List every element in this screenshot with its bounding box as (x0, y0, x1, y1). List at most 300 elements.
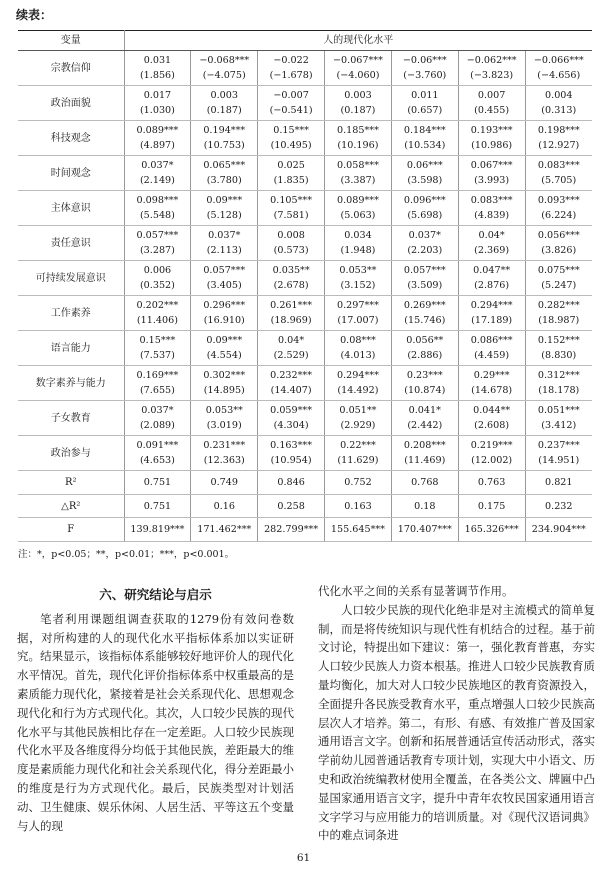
table-cell (325, 436, 392, 471)
coefficient: 0.056** (406, 335, 444, 346)
coefficient: 0.232*** (270, 370, 313, 381)
coefficient: 0.058*** (337, 160, 379, 171)
table-cell (391, 401, 458, 436)
t-value: (3.598) (407, 175, 443, 186)
coefficient: 0.296*** (203, 300, 246, 311)
table-cell (525, 121, 592, 156)
coefficient: 0.198*** (537, 125, 580, 136)
stat-value: 165.326*** (458, 518, 525, 542)
table-cell (391, 331, 458, 366)
stat-value: 170.407*** (391, 518, 458, 542)
t-value: (3.993) (474, 175, 510, 186)
coefficient: 0.057*** (403, 265, 446, 276)
table-cell (258, 331, 325, 366)
stat-value: 139.819*** (124, 518, 191, 542)
variable-name: 工作素养 (18, 296, 124, 331)
coefficient: 0.017 (143, 90, 172, 101)
t-value: (10.495) (270, 140, 312, 151)
coefficient: 0.193*** (470, 125, 513, 136)
table-cell (325, 191, 392, 226)
t-value: (4.304) (273, 420, 309, 431)
coefficient: 0.163*** (270, 440, 313, 451)
stat-value: 0.175 (458, 494, 525, 518)
table-cell (525, 331, 592, 366)
coefficient: 0.051** (339, 405, 377, 416)
coefficient: 0.011 (411, 90, 439, 101)
table-cell (458, 121, 525, 156)
table-cell (525, 401, 592, 436)
coefficient: 0.053** (339, 265, 377, 276)
t-value: (3.019) (206, 420, 242, 431)
table-cell (391, 51, 458, 86)
t-value: (10.986) (471, 140, 513, 151)
table-cell (325, 261, 392, 296)
stat-value: 234.904*** (525, 518, 592, 542)
coefficient: 0.29*** (473, 370, 510, 381)
coefficient: 0.057*** (136, 230, 179, 241)
t-value: (5.705) (541, 175, 577, 186)
t-value: (8.830) (541, 350, 577, 361)
table-cell (458, 401, 525, 436)
table-cell (191, 121, 258, 156)
coefficient: 0.185*** (337, 125, 379, 136)
stat-value: 0.846 (258, 471, 325, 495)
t-value: (17.007) (337, 315, 379, 326)
table-cell (391, 86, 458, 121)
t-value: (14.678) (471, 385, 513, 396)
table-cell (191, 261, 258, 296)
coefficient: 0.083*** (470, 195, 513, 206)
table-cell (191, 86, 258, 121)
table-cell (391, 121, 458, 156)
coefficient: 0.096*** (403, 195, 446, 206)
t-value: (0.455) (474, 105, 510, 116)
section-title: 六、研究结论与启示 (99, 587, 212, 602)
table-cell (258, 436, 325, 471)
table-header-row (18, 31, 592, 51)
table-note: 注：*，p<0.05；**，p<0.01；***，p<0.001。 (18, 549, 235, 560)
table-cell (525, 261, 592, 296)
t-value: (18.178) (538, 385, 580, 396)
table-cell (525, 436, 592, 471)
t-value: (4.653) (139, 455, 175, 466)
coefficient: 0.089*** (136, 125, 179, 136)
t-value: (4.897) (139, 140, 175, 151)
table-row (18, 86, 592, 121)
coefficient: 0.025 (277, 160, 305, 171)
coefficient: 0.051*** (537, 405, 580, 416)
coefficient: 0.237*** (537, 440, 580, 451)
table-cell (191, 51, 258, 86)
table-cell (258, 261, 325, 296)
t-value: (−1.678) (269, 70, 313, 81)
coefficient: −0.068*** (199, 55, 250, 66)
table-cell (124, 296, 191, 331)
table-row (18, 296, 592, 331)
coefficient: 0.093*** (537, 195, 580, 206)
coefficient: −0.007 (273, 90, 309, 101)
t-value: (2.886) (407, 350, 443, 361)
coefficient: 0.047** (473, 265, 511, 276)
table-row (18, 226, 592, 261)
table-cell (325, 226, 392, 261)
t-value: (10.196) (337, 140, 379, 151)
coefficient: 0.297*** (337, 300, 379, 311)
t-value: (1.948) (340, 245, 376, 256)
t-value: (0.352) (139, 280, 175, 291)
page-number: 61 (296, 852, 311, 864)
t-value: (12.002) (471, 455, 513, 466)
coefficient: 0.06*** (406, 160, 443, 171)
t-value: (12.363) (203, 455, 245, 466)
coefficient: 0.083*** (537, 160, 580, 171)
coefficient: 0.184*** (403, 125, 446, 136)
t-value: (1.030) (139, 105, 175, 116)
coefficient: 0.169*** (136, 370, 179, 381)
coefficient: 0.044** (473, 405, 511, 416)
stat-value: 0.749 (191, 471, 258, 495)
variable-name: 宗教信仰 (18, 51, 124, 86)
table-row (18, 436, 592, 471)
table-cell (391, 191, 458, 226)
t-value: (3.412) (541, 420, 577, 431)
table-cell (325, 156, 392, 191)
t-value: (14.407) (270, 385, 312, 396)
table-cell (258, 191, 325, 226)
coefficient: 0.056*** (537, 230, 580, 241)
table-cell (124, 331, 191, 366)
t-value: (−4.075) (202, 70, 246, 81)
stat-value: 0.821 (525, 471, 592, 495)
coefficient: 0.089*** (337, 195, 379, 206)
coefficient: 0.037* (408, 230, 441, 241)
variable-name: 主体意识 (18, 191, 124, 226)
coefficient: 0.041* (408, 405, 441, 416)
table-row (18, 156, 592, 191)
t-value: (3.152) (340, 280, 376, 291)
stat-value: 0.763 (458, 471, 525, 495)
table-cell (391, 261, 458, 296)
table-cell (124, 226, 191, 261)
variable-name: 政治参与 (18, 436, 124, 471)
coefficient: 0.067*** (470, 160, 513, 171)
table-cell (325, 121, 392, 156)
t-value: (7.581) (273, 210, 309, 221)
table-row (18, 121, 592, 156)
coefficient: 0.294*** (470, 300, 513, 311)
t-value: (14.492) (337, 385, 379, 396)
table-cell (525, 51, 592, 86)
table-cell (258, 366, 325, 401)
table-cell (458, 51, 525, 86)
coefficient: −0.066*** (533, 55, 584, 66)
coefficient: 0.231*** (203, 440, 246, 451)
t-value: (16.910) (203, 315, 245, 326)
t-value: (5.548) (139, 210, 175, 221)
table-cell (191, 156, 258, 191)
table-cell (325, 51, 392, 86)
stat-row (18, 494, 592, 518)
table-cell (191, 191, 258, 226)
header-dependent: 人的现代化水平 (124, 31, 592, 51)
t-value: (5.063) (340, 210, 376, 221)
coefficient: 0.091*** (136, 440, 179, 451)
t-value: (7.537) (139, 350, 175, 361)
t-value: (7.655) (139, 385, 175, 396)
coefficient: 0.086*** (470, 335, 513, 346)
coefficient: 0.037* (141, 160, 174, 171)
coefficient: 0.152*** (537, 335, 580, 346)
table-cell (124, 86, 191, 121)
t-value: (10.753) (203, 140, 245, 151)
coefficient: 0.208*** (403, 440, 446, 451)
table-cell (124, 401, 191, 436)
coefficient: 0.219*** (470, 440, 513, 451)
t-value: (0.187) (206, 105, 242, 116)
left-column (17, 582, 294, 835)
table-cell (458, 296, 525, 331)
coefficient: 0.23*** (406, 370, 443, 381)
variable-name: 科技观念 (18, 121, 124, 156)
table-cell (191, 296, 258, 331)
continued-label: 续表： (16, 8, 53, 22)
coefficient: 0.006 (143, 265, 172, 276)
table-cell (258, 156, 325, 191)
stat-name: R² (18, 471, 124, 495)
table-row (18, 331, 592, 366)
t-value: (4.554) (206, 350, 242, 361)
table-cell (391, 296, 458, 331)
coefficient: 0.09*** (206, 195, 243, 206)
variable-name: 时间观念 (18, 156, 124, 191)
coefficient: 0.007 (477, 90, 506, 101)
t-value: (15.746) (404, 315, 446, 326)
table-cell (458, 156, 525, 191)
coefficient: 0.194*** (203, 125, 246, 136)
table-cell (458, 191, 525, 226)
table-cell (525, 156, 592, 191)
t-value: (11.469) (404, 455, 446, 466)
stat-name: △R² (18, 494, 124, 518)
table-cell (325, 401, 392, 436)
t-value: (2.876) (474, 280, 510, 291)
table-cell (258, 296, 325, 331)
t-value: (11.629) (337, 455, 379, 466)
table-row (18, 401, 592, 436)
coefficient: 0.302*** (203, 370, 246, 381)
t-value: (3.780) (206, 175, 242, 186)
stat-value: 0.232 (525, 494, 592, 518)
coefficient: 0.053** (205, 405, 243, 416)
table-cell (191, 331, 258, 366)
regression-table (18, 30, 592, 542)
t-value: (18.969) (270, 315, 312, 326)
table-cell (525, 191, 592, 226)
coefficient: 0.003 (210, 90, 238, 101)
coefficient: 0.08*** (340, 335, 376, 346)
table-cell (124, 366, 191, 401)
table-cell (124, 261, 191, 296)
t-value: (0.187) (340, 105, 376, 116)
table-cell (391, 156, 458, 191)
t-value: (3.826) (541, 245, 577, 256)
coefficient: 0.15*** (139, 335, 176, 346)
coefficient: 0.282*** (537, 300, 580, 311)
t-value: (1.856) (139, 70, 175, 81)
coefficient: 0.065*** (203, 160, 246, 171)
t-value: (10.954) (270, 455, 312, 466)
t-value: (3.509) (407, 280, 443, 291)
right-column (318, 582, 595, 845)
variable-name: 可持续发展意识 (18, 261, 124, 296)
t-value: (3.405) (206, 280, 242, 291)
table-cell (124, 191, 191, 226)
t-value: (14.951) (538, 455, 580, 466)
coefficient: 0.003 (344, 90, 372, 101)
t-value: (17.189) (471, 315, 513, 326)
table-cell (191, 366, 258, 401)
right-paragraph-2: 人口较少民族的现代化绝非是对主流模式的简单复制，而是将传统知识与现代性有机结合的过程。基于前文讨论，特提出如下建议：第一，强化教育普惠，夯实人口较少民族人力资本根基。推进人口较少民族教育质量均衡化，加大对人口较少民族地区的教育资源投入，全面提升各民族受教育水平，重点增强人口较少民族高层次人才培养。第二，有形、有感、有效推广普及国家通用语言文字。创新和拓展普通话宣传活动形式，落实学前幼儿园普通话教育专项计划，实现大中小语文、历史和政治统编教材使用全覆盖，在各类公文、牌匾中凸显国家通用语言文字，提升中青年农牧民国家通用语言文字学习与应用能力的培训质量。对《现代汉语词典》中的难点词条进 (318, 602, 595, 843)
t-value: (0.313) (541, 105, 577, 116)
table-cell (458, 261, 525, 296)
t-value: (2.678) (273, 280, 309, 291)
stat-value: 0.768 (391, 471, 458, 495)
t-value: (4.839) (474, 210, 510, 221)
variable-name: 政治面貌 (18, 86, 124, 121)
table-cell (258, 121, 325, 156)
coefficient: −0.067*** (333, 55, 383, 66)
t-value: (0.573) (273, 245, 309, 256)
table-cell (124, 436, 191, 471)
table-cell (458, 366, 525, 401)
table-cell (391, 436, 458, 471)
t-value: (2.369) (474, 245, 510, 256)
t-value: (−0.541) (269, 105, 313, 116)
t-value: (5.247) (541, 280, 577, 291)
t-value: (3.387) (340, 175, 376, 186)
coefficient: 0.15*** (273, 125, 309, 136)
table-cell (124, 156, 191, 191)
coefficient: 0.09*** (206, 335, 243, 346)
table-cell (458, 86, 525, 121)
table-cell (525, 366, 592, 401)
table-cell (458, 331, 525, 366)
t-value: (12.927) (538, 140, 580, 151)
coefficient: 0.037* (208, 230, 241, 241)
t-value: (6.224) (541, 210, 577, 221)
stat-value: 0.751 (124, 494, 191, 518)
coefficient: −0.06*** (402, 55, 447, 66)
table-cell (391, 226, 458, 261)
coefficient: 0.059*** (270, 405, 313, 416)
t-value: (1.835) (273, 175, 309, 186)
table-cell (191, 401, 258, 436)
table-cell (325, 296, 392, 331)
coefficient: 0.22*** (340, 440, 376, 451)
table-row (18, 191, 592, 226)
coefficient: 0.004 (545, 90, 573, 101)
t-value: (−4.656) (537, 70, 581, 81)
t-value: (2.529) (273, 350, 309, 361)
coefficient: 0.098*** (136, 195, 179, 206)
stat-value: 0.163 (325, 494, 392, 518)
t-value: (10.534) (404, 140, 446, 151)
coefficient: 0.031 (143, 55, 172, 66)
t-value: (2.203) (407, 245, 443, 256)
t-value: (4.459) (474, 350, 510, 361)
table-cell (258, 401, 325, 436)
t-value: (2.608) (474, 420, 510, 431)
variable-name: 子女教育 (18, 401, 124, 436)
table-cell (124, 51, 191, 86)
t-value: (4.013) (340, 350, 376, 361)
t-value: (−3.823) (470, 70, 514, 81)
stat-name: F (18, 518, 124, 542)
coefficient: 0.269*** (403, 300, 446, 311)
coefficient: 0.057*** (203, 265, 246, 276)
t-value: (2.113) (206, 245, 242, 256)
variable-name: 数字素养与能力 (18, 366, 124, 401)
table-row (18, 366, 592, 401)
stat-value: 0.18 (391, 494, 458, 518)
coefficient: 0.261*** (270, 300, 313, 311)
table-row (18, 261, 592, 296)
coefficient: 0.105*** (270, 195, 313, 206)
coefficient: −0.062*** (466, 55, 517, 66)
table-row (18, 51, 592, 86)
table-cell (124, 121, 191, 156)
t-value: (5.128) (206, 210, 242, 221)
t-value: (−4.060) (336, 70, 380, 81)
left-paragraph: 笔者利用课题组调查获取的1279份有效问卷数据，对所构建的人的现代化水平指标体系加以实证研究。结果显示，该指标体系能够较好地评价人的现代化水平情况。首先，现代化评价指标体系中权重最高的是素质能力现代化，紧接着是社会关系现代化、思想观念现代化和行为方式现代化。其次，人口较少民族的现代化水平与其他民族相比存在一定差距。人口较少民族现代化水平及各维度得分均低于其他民族，差距最大的维度是素质能力现代化和社会关系现代化，得分差距最小的维度是行为方式现代化。最后，民族类型对计划活动、卫生健康、娱乐休闲、人居生活、平等这五个变量与人的现 (17, 611, 294, 833)
table-cell (325, 331, 392, 366)
coefficient: 0.034 (344, 230, 372, 241)
t-value: (−3.760) (403, 70, 447, 81)
table-cell (191, 436, 258, 471)
table-cell (458, 226, 525, 261)
variable-name: 责任意识 (18, 226, 124, 261)
coefficient: 0.312*** (537, 370, 580, 381)
t-value: (11.406) (136, 315, 178, 326)
t-value: (2.089) (139, 420, 175, 431)
table-cell (325, 366, 392, 401)
variable-name: 语言能力 (18, 331, 124, 366)
coefficient: 0.035** (272, 265, 310, 276)
table-cell (391, 366, 458, 401)
stat-value: 0.16 (191, 494, 258, 518)
table-cell (525, 226, 592, 261)
coefficient: 0.202*** (136, 300, 179, 311)
header-variable: 变量 (18, 31, 124, 51)
coefficient: 0.04* (278, 335, 305, 346)
table-cell (525, 86, 592, 121)
stat-value: 282.799*** (258, 518, 325, 542)
t-value: (14.895) (203, 385, 245, 396)
coefficient: 0.294*** (337, 370, 379, 381)
coefficient: −0.022 (273, 55, 309, 66)
table-cell (258, 226, 325, 261)
stat-value: 0.752 (325, 471, 392, 495)
coefficient: 0.037* (141, 405, 174, 416)
right-paragraph-1: 代化水平之间的关系有显著调节作用。 (318, 584, 514, 598)
table-cell (525, 296, 592, 331)
stat-row (18, 518, 592, 542)
table-cell (325, 86, 392, 121)
table-cell (258, 86, 325, 121)
stat-row (18, 471, 592, 495)
stat-value: 0.751 (124, 471, 191, 495)
table-cell (458, 436, 525, 471)
